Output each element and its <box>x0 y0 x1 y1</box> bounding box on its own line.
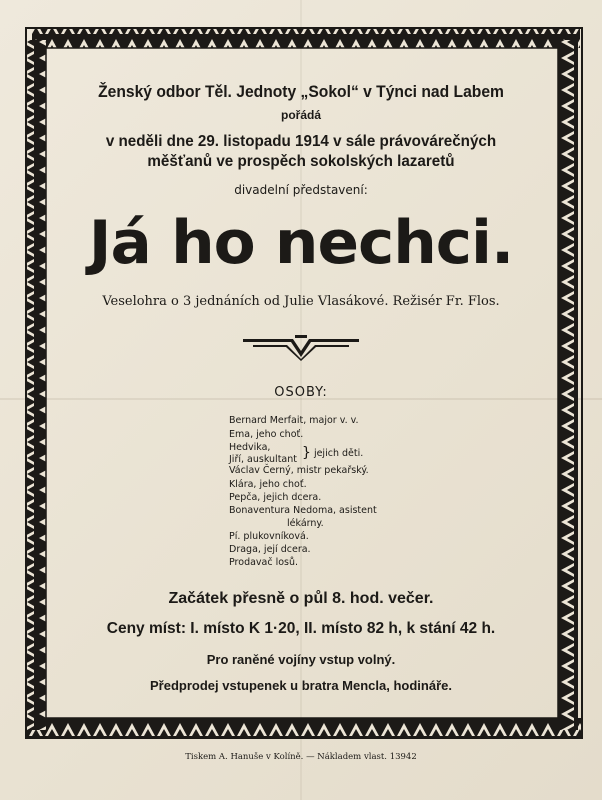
border-bottom <box>26 718 582 738</box>
ticket-prices: Ceny míst: I. místo K 1·20, II. místo 82 h, k stání 42 h. <box>106 620 496 637</box>
cast-role: Prodavač losů. <box>229 557 299 568</box>
art-deco-ornament <box>243 335 359 361</box>
cast-role: Klára, jeho choť. <box>229 479 307 490</box>
cast-group-note: jejich děti. <box>313 448 364 459</box>
cast-role: Hedvika, <box>229 442 271 453</box>
cast-brace-note: } jejich děti. <box>302 445 364 461</box>
cast-role: lékárny. <box>287 518 324 529</box>
cast-role: Draga, její dcera. <box>229 544 311 555</box>
cast-heading: OSOBY: <box>274 385 328 400</box>
cast-role: Václav Černý, mistr pekařský. <box>229 465 369 476</box>
cast-role: Pepča, jejich dcera. <box>229 492 322 503</box>
performance-type: divadelní představení: <box>234 183 368 197</box>
cast-role: Ema, jeho choť. <box>229 429 304 440</box>
start-time: Začátek přesně o půl 8. hod. večer. <box>168 590 434 607</box>
date-line-2: měšťanů ve prospěch sokolských lazaretů <box>147 153 455 170</box>
play-subtitle: Veselohra o 3 jednáních od Julie Vlasákové. Režisér Fr. Flos. <box>102 294 500 309</box>
date-line-1: v neděli dne 29. listopadu 1914 v sále právovárečných <box>105 133 497 150</box>
cast-role: Pí. plukovníková. <box>229 531 309 542</box>
presents-label: pořádá <box>280 108 321 122</box>
cast-role: Jiří, auskultant <box>229 454 297 465</box>
border-top <box>32 28 580 48</box>
presale-note: Předprodej vstupenek u bratra Mencla, hodináře. <box>150 678 452 693</box>
printer-imprint: Tiskem A. Hanuše v Kolíně. — Nákladem vlast. 13942 <box>185 752 417 762</box>
organizer-heading: Ženský odbor Těl. Jednoty „Sokol“ v Týnci nad Labem <box>98 82 504 101</box>
cast-role: Bonaventura Nedoma, asistent <box>229 505 377 516</box>
free-entry-note: Pro raněné vojíny vstup volný. <box>206 652 396 667</box>
play-title: Já ho nechci. <box>88 208 514 278</box>
cast-role: Bernard Merfait, major v. v. <box>229 415 359 426</box>
